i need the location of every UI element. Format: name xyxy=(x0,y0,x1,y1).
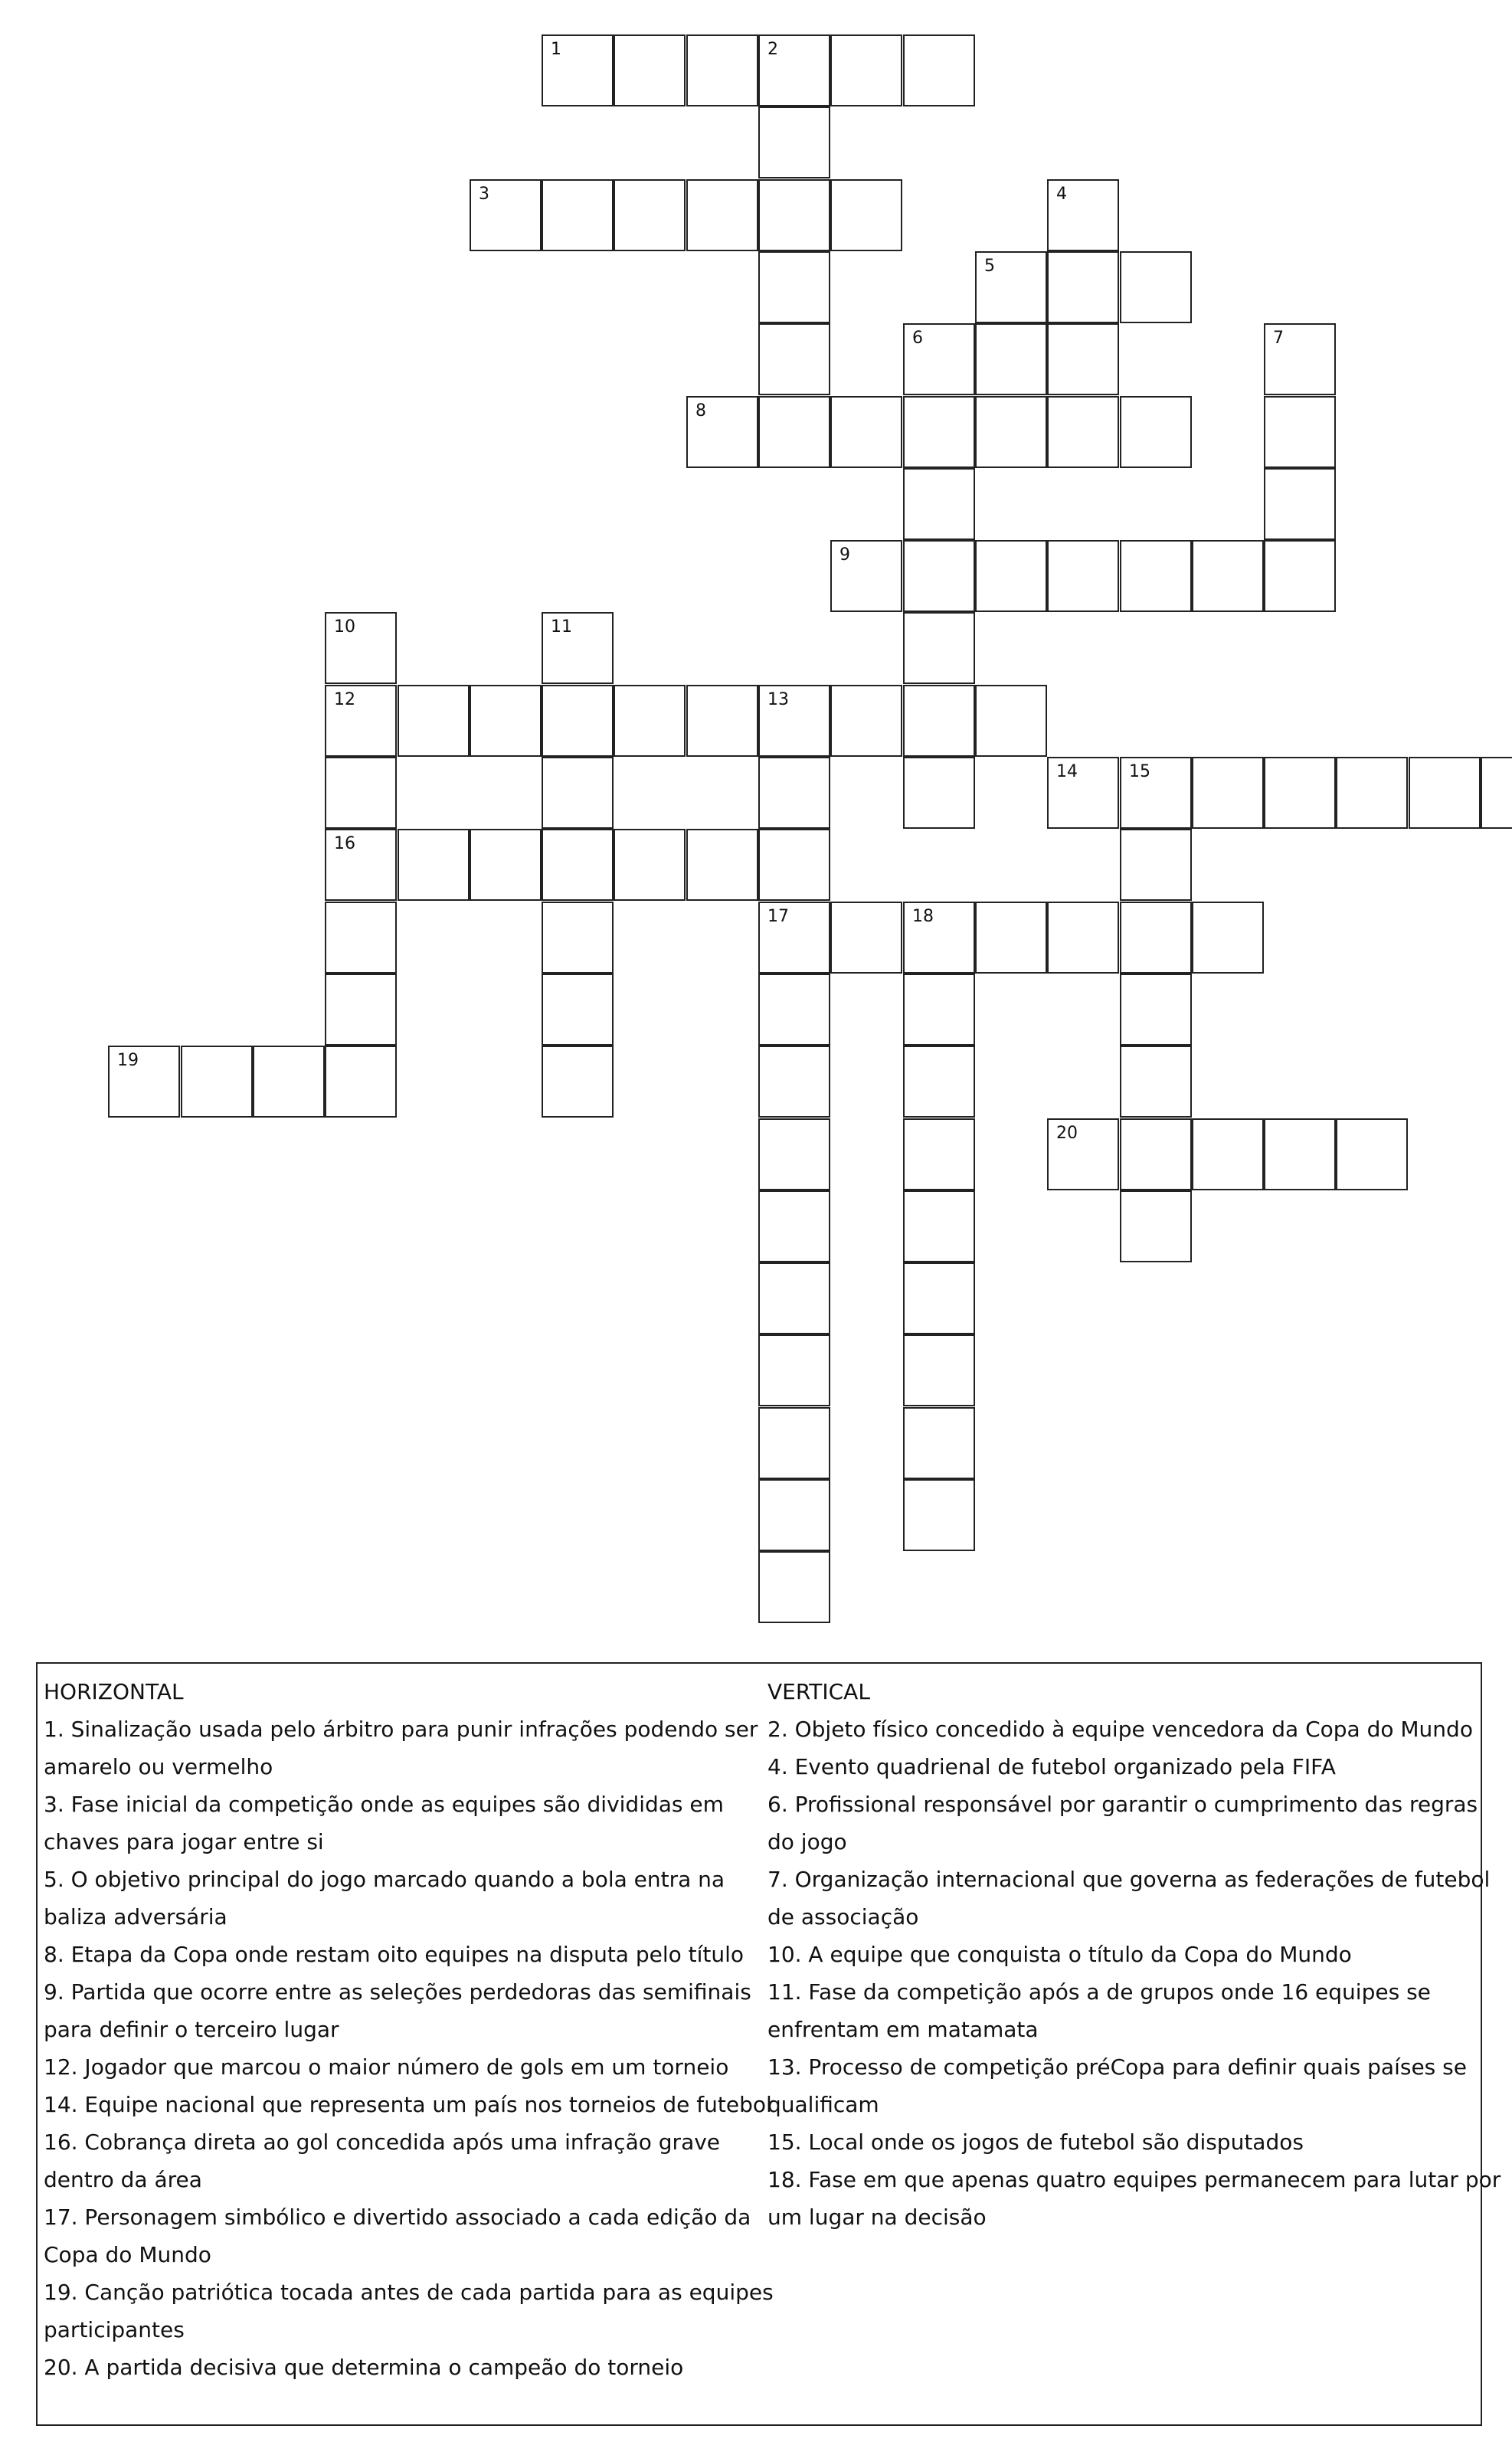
crossword-cell[interactable] xyxy=(1120,251,1192,323)
crossword-cell[interactable] xyxy=(686,34,758,106)
clue-line: 6. Profissional responsável por garantir o cumprimento das regras xyxy=(767,1792,1478,1817)
crossword-cell[interactable] xyxy=(975,902,1047,974)
clue-number: 17 xyxy=(767,907,789,926)
clue-line: 17. Personagem simbólico e divertido associado a cada edição da xyxy=(44,2205,751,2230)
crossword-cell[interactable] xyxy=(542,1046,614,1118)
crossword-cell[interactable] xyxy=(1192,902,1264,974)
crossword-cell[interactable] xyxy=(903,757,975,829)
clue-line: 2. Objeto físico concedido à equipe vencedora da Copa do Mundo xyxy=(767,1717,1473,1742)
crossword-cell[interactable] xyxy=(903,34,975,106)
crossword-cell[interactable] xyxy=(758,34,830,106)
crossword-cell[interactable] xyxy=(686,179,758,251)
crossword-cell[interactable] xyxy=(830,540,902,612)
clue-line: 12. Jogador que marcou o maior número de gols em um torneio xyxy=(44,2054,729,2080)
clue-number: 16 xyxy=(334,834,355,853)
crossword-cell[interactable] xyxy=(903,323,975,395)
clue-number: 1 xyxy=(551,40,561,59)
crossword-cell[interactable] xyxy=(1047,323,1119,395)
crossword-cell[interactable] xyxy=(830,179,902,251)
crossword-cell[interactable] xyxy=(975,251,1047,323)
crossword-cell[interactable] xyxy=(758,1334,830,1406)
clue-line: de associação xyxy=(767,1904,919,1930)
crossword-cell[interactable] xyxy=(542,829,614,901)
crossword-cell[interactable] xyxy=(903,1190,975,1262)
crossword-cell[interactable] xyxy=(758,323,830,395)
crossword-cell[interactable] xyxy=(903,902,975,974)
crossword-cell[interactable] xyxy=(1264,1118,1336,1190)
clue-line: 3. Fase inicial da competição onde as equipes são divididas em xyxy=(44,1792,724,1817)
clue-number: 6 xyxy=(912,329,923,348)
crossword-cell[interactable] xyxy=(1047,1118,1119,1190)
crossword-cell[interactable] xyxy=(1264,396,1336,468)
crossword-cell[interactable] xyxy=(1409,757,1481,829)
clue-number: 14 xyxy=(1056,762,1078,781)
crossword-cell[interactable] xyxy=(1120,902,1192,974)
crossword-cell[interactable] xyxy=(1264,323,1336,395)
crossword-cell[interactable] xyxy=(614,179,686,251)
crossword-cell[interactable] xyxy=(470,179,542,251)
crossword-cell[interactable] xyxy=(975,540,1047,612)
crossword-cell[interactable] xyxy=(181,1046,253,1118)
crossword-cell[interactable] xyxy=(542,685,614,757)
crossword-cell[interactable] xyxy=(1192,757,1264,829)
clue-line: 15. Local onde os jogos de futebol são disputados xyxy=(767,2129,1304,2155)
crossword-cell[interactable] xyxy=(325,685,397,757)
clues-box xyxy=(36,1662,1501,2426)
crossword-cell[interactable] xyxy=(1481,757,1512,829)
crossword-cell[interactable] xyxy=(614,829,686,901)
clue-number: 7 xyxy=(1273,329,1284,348)
crossword-cell[interactable] xyxy=(903,468,975,540)
clue-number: 20 xyxy=(1056,1124,1078,1143)
horizontal-clues xyxy=(44,1673,774,2386)
crossword-cell[interactable] xyxy=(758,1407,830,1479)
crossword-cell[interactable] xyxy=(542,612,614,684)
crossword-cell[interactable] xyxy=(542,974,614,1046)
crossword-cell[interactable] xyxy=(1120,829,1192,901)
crossword-cell[interactable] xyxy=(758,396,830,468)
crossword-cell[interactable] xyxy=(1264,468,1336,540)
crossword-cell[interactable] xyxy=(1120,757,1192,829)
clue-line: participantes xyxy=(44,2317,185,2342)
clue-line: 18. Fase em que apenas quatro equipes permanecem para lutar por xyxy=(767,2167,1501,2192)
clue-line: 20. A partida decisiva que determina o campeão do torneio xyxy=(44,2355,684,2380)
clue-line: enfrentam em matamata xyxy=(767,2017,1039,2042)
crossword-cell[interactable] xyxy=(325,829,397,901)
crossword-cell[interactable] xyxy=(398,829,470,901)
crossword-cell[interactable] xyxy=(830,685,902,757)
crossword-cell[interactable] xyxy=(325,1046,397,1118)
crossword-cell[interactable] xyxy=(1047,902,1119,974)
crossword-cell[interactable] xyxy=(903,1479,975,1551)
crossword-cell[interactable] xyxy=(758,251,830,323)
crossword-cell[interactable] xyxy=(903,1262,975,1334)
crossword-cell[interactable] xyxy=(614,34,686,106)
crossword-cell[interactable] xyxy=(325,612,397,684)
clue-number: 2 xyxy=(767,40,778,59)
crossword-cell[interactable] xyxy=(470,829,542,901)
crossword-cell[interactable] xyxy=(758,1190,830,1262)
clue-number: 13 xyxy=(767,690,789,709)
crossword-cell[interactable] xyxy=(542,902,614,974)
clue-line: 11. Fase da competição após a de grupos onde 16 equipes se xyxy=(767,1979,1431,2005)
clue-number: 12 xyxy=(334,690,355,709)
crossword-cell[interactable] xyxy=(975,685,1047,757)
crossword-cell[interactable] xyxy=(903,1334,975,1406)
clue-number: 15 xyxy=(1129,762,1150,781)
clue-number: 10 xyxy=(334,617,355,637)
crossword-cell[interactable] xyxy=(542,179,614,251)
crossword-cell[interactable] xyxy=(325,757,397,829)
clue-line: 7. Organização internacional que governa as federações de futebol xyxy=(767,1867,1491,1892)
crossword-cell[interactable] xyxy=(903,1118,975,1190)
crossword-cell[interactable] xyxy=(1120,1190,1192,1262)
crossword-cell[interactable] xyxy=(1047,179,1119,251)
clue-line: para definir o terceiro lugar xyxy=(44,2017,339,2042)
crossword-cell[interactable] xyxy=(1336,1118,1408,1190)
crossword-cell[interactable] xyxy=(686,396,758,468)
crossword-cell[interactable] xyxy=(325,974,397,1046)
crossword-cell[interactable] xyxy=(1120,974,1192,1046)
crossword-cell[interactable] xyxy=(1192,540,1264,612)
crossword-cell[interactable] xyxy=(903,685,975,757)
crossword-cell[interactable] xyxy=(542,34,614,106)
crossword-cell[interactable] xyxy=(758,179,830,251)
crossword-cell[interactable] xyxy=(758,1262,830,1334)
clue-number: 11 xyxy=(551,617,572,637)
crossword-cell[interactable] xyxy=(975,323,1047,395)
crossword-cell[interactable] xyxy=(903,540,975,612)
crossword-cell[interactable] xyxy=(686,685,758,757)
crossword-cell[interactable] xyxy=(1120,1118,1192,1190)
clue-number: 18 xyxy=(912,907,934,926)
crossword-cell[interactable] xyxy=(758,1046,830,1118)
crossword-cell[interactable] xyxy=(325,902,397,974)
crossword-cell[interactable] xyxy=(830,902,902,974)
clue-line: um lugar na decisão xyxy=(767,2205,987,2230)
clue-number: 3 xyxy=(479,185,489,204)
clue-line: Copa do Mundo xyxy=(44,2242,211,2267)
crossword-cell[interactable] xyxy=(1120,396,1192,468)
crossword-cell[interactable] xyxy=(830,34,902,106)
clue-line: baliza adversária xyxy=(44,1904,227,1930)
crossword-cell[interactable] xyxy=(1192,1118,1264,1190)
clue-line: 13. Processo de competição préCopa para definir quais países se xyxy=(767,2054,1467,2080)
crossword-cell[interactable] xyxy=(758,829,830,901)
clue-number: 19 xyxy=(117,1051,139,1070)
clue-number: 4 xyxy=(1056,185,1067,204)
crossword-cell[interactable] xyxy=(542,757,614,829)
crossword-cell[interactable] xyxy=(903,396,975,468)
clue-line: do jogo xyxy=(767,1829,847,1854)
crossword-cell[interactable] xyxy=(758,1118,830,1190)
crossword-cell[interactable] xyxy=(1336,757,1408,829)
crossword-cell[interactable] xyxy=(758,974,830,1046)
clue-line: 16. Cobrança direta ao gol concedida após uma infração grave xyxy=(44,2129,721,2155)
clue-line: 14. Equipe nacional que representa um país nos torneios de futebol xyxy=(44,2092,772,2117)
crossword-cell[interactable] xyxy=(758,106,830,178)
crossword-cell[interactable] xyxy=(1047,757,1119,829)
clue-line: chaves para jogar entre si xyxy=(44,1829,324,1854)
crossword-cell[interactable] xyxy=(758,902,830,974)
crossword-cell[interactable] xyxy=(758,685,830,757)
clue-line: 9. Partida que ocorre entre as seleções perdedoras das semifinais xyxy=(44,1979,751,2005)
crossword-cell[interactable] xyxy=(758,1551,830,1623)
crossword-cell[interactable] xyxy=(903,612,975,684)
crossword-cell[interactable] xyxy=(614,685,686,757)
clue-line: amarelo ou vermelho xyxy=(44,1754,273,1779)
crossword-cell[interactable] xyxy=(903,1407,975,1479)
crossword-cell[interactable] xyxy=(758,757,830,829)
clue-number: 9 xyxy=(839,545,850,565)
clue-line: 1. Sinalização usada pelo árbitro para punir infrações podendo ser xyxy=(44,1717,758,1742)
crossword-cell[interactable] xyxy=(1264,540,1336,612)
crossword-cell[interactable] xyxy=(253,1046,325,1118)
crossword-cell[interactable] xyxy=(1264,757,1336,829)
crossword-cell[interactable] xyxy=(830,396,902,468)
vertical-clues xyxy=(767,1673,1501,2236)
crossword-cell[interactable] xyxy=(1047,251,1119,323)
crossword-cell[interactable] xyxy=(470,685,542,757)
crossword-cell[interactable] xyxy=(758,1479,830,1551)
clue-line: dentro da área xyxy=(44,2167,202,2192)
crossword-cell[interactable] xyxy=(903,974,975,1046)
horizontal-heading: HORIZONTAL xyxy=(44,1679,184,1704)
clue-line: 10. A equipe que conquista o título da Copa do Mundo xyxy=(767,1942,1352,1967)
clue-number: 8 xyxy=(695,401,706,421)
crossword-cell[interactable] xyxy=(1047,396,1119,468)
crossword-cell[interactable] xyxy=(108,1046,180,1118)
crossword-cell[interactable] xyxy=(903,1046,975,1118)
clue-number: 5 xyxy=(984,257,995,276)
crossword-cell[interactable] xyxy=(1120,1046,1192,1118)
crossword-cell[interactable] xyxy=(1120,540,1192,612)
crossword-cell[interactable] xyxy=(1047,540,1119,612)
crossword-cell[interactable] xyxy=(686,829,758,901)
clue-line: qualificam xyxy=(767,2092,879,2117)
crossword-cell[interactable] xyxy=(398,685,470,757)
clue-line: 5. O objetivo principal do jogo marcado quando a bola entra na xyxy=(44,1867,725,1892)
clue-line: 19. Canção patriótica tocada antes de cada partida para as equipes xyxy=(44,2280,774,2305)
vertical-heading: VERTICAL xyxy=(767,1679,870,1704)
clue-line: 8. Etapa da Copa onde restam oito equipes na disputa pelo título xyxy=(44,1942,745,1967)
clue-line: 4. Evento quadrienal de futebol organizado pela FIFA xyxy=(767,1754,1336,1779)
crossword-cell[interactable] xyxy=(975,396,1047,468)
